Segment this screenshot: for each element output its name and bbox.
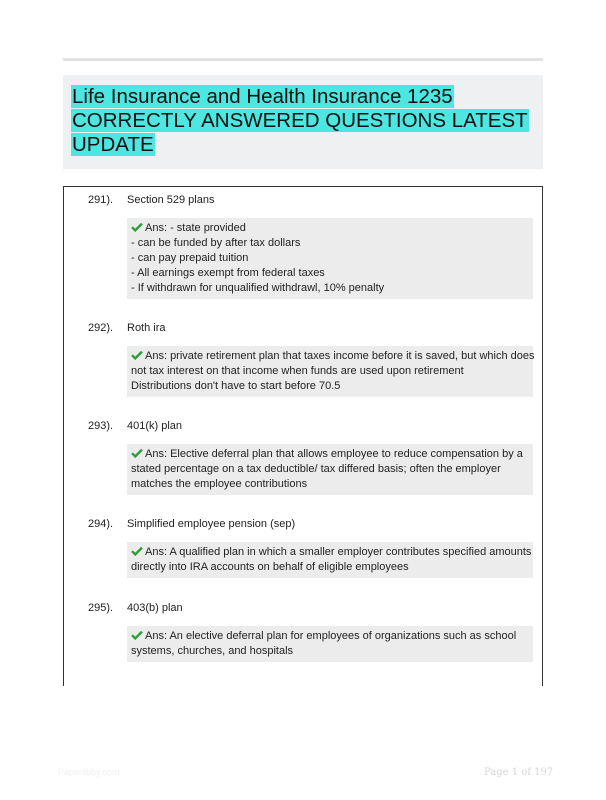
answer-line: Ans: A qualified plan in which a smaller employer contributes specified amounts bbox=[145, 546, 532, 558]
answer-line: not tax interest on that income when funds are used upon retirement bbox=[131, 365, 464, 377]
answer-box bbox=[127, 626, 533, 662]
checkmark-icon bbox=[131, 630, 143, 640]
question-number: 295). bbox=[88, 602, 114, 614]
answer-line: Ans: Elective deferral plan that allows employee to reduce compensation by a bbox=[145, 448, 523, 460]
checkmark-icon bbox=[131, 350, 143, 360]
question-text: 403(b) plan bbox=[127, 602, 183, 614]
question-text: Section 529 plans bbox=[127, 194, 215, 206]
answer-line: - All earnings exempt from federal taxes bbox=[131, 267, 325, 279]
question-number: 293). bbox=[88, 420, 114, 432]
title-line-1: Life Insurance and Health Insurance 1235 bbox=[72, 85, 453, 108]
title-line-2: CORRECTLY ANSWERED QUESTIONS LATEST bbox=[72, 109, 528, 132]
answer-line: Ans: private retirement plan that taxes income before it is saved, but which does bbox=[145, 350, 535, 362]
question-number: 292). bbox=[88, 322, 114, 334]
question-number: 294). bbox=[88, 518, 114, 530]
page-number-label: Page 1 of 197 bbox=[484, 767, 554, 778]
answer-line: matches the employee contributions bbox=[131, 478, 308, 490]
footer-watermark: Paperlibby.com bbox=[58, 767, 120, 777]
answer-box bbox=[127, 444, 533, 495]
answer-line: directly into IRA accounts on behalf of eligible employees bbox=[131, 561, 409, 573]
checkmark-icon bbox=[131, 546, 143, 556]
checkmark-icon bbox=[131, 222, 143, 232]
answer-line: systems, churches, and hospitals bbox=[131, 645, 294, 657]
document-title-block bbox=[63, 75, 543, 169]
question-number: 291). bbox=[88, 194, 114, 206]
qa-list-frame bbox=[63, 186, 543, 686]
question-text: Simplified employee pension (sep) bbox=[127, 518, 296, 530]
question-text: 401(k) plan bbox=[127, 420, 183, 432]
answer-line: - can pay prepaid tuition bbox=[131, 252, 249, 264]
answer-line: stated percentage on a tax deductible/ tax differed basis; often the employer bbox=[131, 463, 501, 475]
checkmark-icon bbox=[131, 448, 143, 458]
question-text: Roth ira bbox=[127, 322, 166, 334]
top-divider bbox=[63, 58, 543, 61]
answer-line: - can be funded by after tax dollars bbox=[131, 237, 301, 249]
title-line-3: UPDATE bbox=[72, 133, 154, 156]
answer-line: Distributions don't have to start before 70.5 bbox=[131, 380, 341, 392]
answer-box bbox=[127, 346, 533, 397]
answer-line: Ans: An elective deferral plan for employees of organizations such as school bbox=[145, 630, 517, 642]
document-title bbox=[71, 85, 535, 157]
answer-box bbox=[127, 542, 533, 578]
answer-line: - If withdrawn for unqualified withdrawl, 10% penalty bbox=[131, 282, 385, 294]
answer-box bbox=[127, 218, 533, 299]
answer-line: Ans: - state provided bbox=[145, 222, 246, 234]
